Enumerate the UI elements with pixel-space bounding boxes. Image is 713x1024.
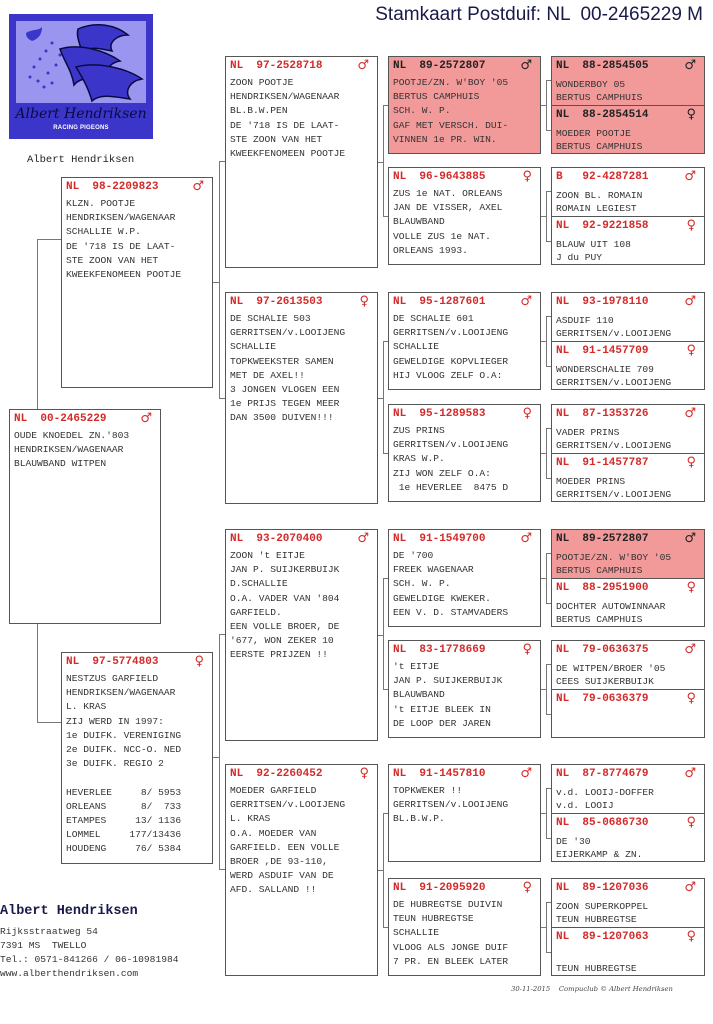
pigeon-notes: DE '700 FREEK WAGENAAR SCH. W. P. GEWELDIGE KWEKER. EEN V. D. STAMVADERS	[393, 550, 509, 618]
male-icon: ♂	[520, 58, 532, 73]
pigeon-notes: DE WITPEN/BROER '05 CEES SUIJKERBUIJK	[556, 663, 666, 687]
male-icon: ♂	[520, 531, 532, 546]
male-icon: ♂	[520, 294, 532, 309]
male-icon: ♂	[520, 766, 532, 781]
pigeon-card[interactable]	[551, 167, 705, 217]
ring-number: NL 98-2209823	[66, 181, 159, 193]
ring-number: NL 93-1978110	[556, 296, 649, 308]
pigeon-notes: MOEDER PRINS GERRITSEN/v.LOOIJENG	[556, 476, 672, 500]
pigeon-notes: TEUN HUBREGTSE	[556, 963, 637, 974]
ring-number: NL 91-1457787	[556, 457, 649, 469]
connector-line	[383, 813, 384, 927]
ring-number: NL 00-2465229	[14, 413, 107, 425]
logo-subtitle: RACING PIGEONS	[53, 125, 109, 131]
female-icon: ♀	[686, 580, 696, 595]
pigeon-card[interactable]	[388, 764, 541, 862]
breeder-caption: Albert Hendriksen	[27, 154, 135, 166]
connector-line	[546, 788, 547, 838]
pigeon-card[interactable]	[551, 578, 705, 627]
ring-number: NL 92-9221858	[556, 220, 649, 232]
print-date: 30-11-2015	[511, 985, 551, 993]
owner-phone: Tel.: 0571-841266 / 06-10981984	[0, 954, 179, 965]
ring-number: NL 97-5774803	[66, 656, 159, 668]
connector-line	[546, 664, 547, 714]
pigeon-notes: KLZN. POOTJE HENDRIKSEN/WAGENAAR SCHALLIE W.P. DE '718 IS DE LAAT- STE ZOON VAN HET KWEEKFENOMEEN POOTJE	[66, 198, 182, 281]
pigeon-notes: WONDERBOY 05 BERTUS CAMPHUIS	[556, 79, 643, 103]
ring-number: NL 91-2095920	[393, 882, 486, 894]
ring-number: NL 97-2613503	[230, 296, 323, 308]
logo-name: Albert Hendriksen	[15, 106, 147, 122]
pigeon-card[interactable]	[551, 764, 705, 814]
ring-number: NL 87-1353726	[556, 408, 649, 420]
pigeon-card[interactable]	[551, 529, 705, 579]
pigeon-notes: VADER PRINS GERRITSEN/v.LOOIJENG	[556, 427, 672, 451]
print-stamp	[511, 985, 673, 993]
pigeon-card[interactable]	[388, 292, 541, 390]
ring-number: NL 88-2951900	[556, 582, 649, 594]
pigeon-notes: POOTJE/ZN. W'BOY '05 BERTUS CAMPHUIS	[556, 552, 672, 576]
ring-number: NL 91-1457709	[556, 345, 649, 357]
ring-number: NL 87-8774679	[556, 768, 649, 780]
connector-line	[37, 623, 38, 723]
pigeon-notes: WONDERSCHALIE 709 GERRITSEN/v.LOOIJENG	[556, 364, 672, 388]
connector-line	[212, 757, 219, 758]
pigeon-card[interactable]	[551, 216, 705, 265]
male-icon: ♂	[684, 642, 696, 657]
female-icon: ♀	[686, 691, 696, 706]
ring-number: NL 85-0686730	[556, 817, 649, 829]
ring-number: NL 91-1549700	[393, 533, 486, 545]
pigeon-card[interactable]	[551, 404, 705, 454]
connector-line	[383, 341, 384, 453]
pigeon-notes: MOEDER GARFIELD GERRITSEN/v.LOOIJENG L. KRAS O.A. MOEDER VAN GARFIELD. EEN VOLLE BROER ,DE 93-110, WERD ASDUIF VAN DE AFD. SALLAND !!	[230, 785, 346, 896]
pigeon-notes: BLAUW UIT 108 J du PUY	[556, 239, 631, 263]
pigeon-card[interactable]	[551, 640, 705, 690]
pigeon-notes: ASDUIF 110 GERRITSEN/v.LOOIJENG	[556, 315, 672, 339]
male-icon: ♂	[684, 880, 696, 895]
ring-number: NL 89-1207036	[556, 882, 649, 894]
ring-number: B 92-4287281	[556, 171, 649, 183]
pigeon-card[interactable]	[551, 341, 705, 390]
pigeon-notes: OUDE KNOEDEL ZN.'803 HENDRIKSEN/WAGENAAR BLAUWBAND WITPEN	[14, 430, 130, 470]
female-icon: ♀	[686, 218, 696, 233]
male-icon: ♂	[357, 58, 369, 73]
ring-number: NL 97-2528718	[230, 60, 323, 72]
female-icon: ♀	[686, 343, 696, 358]
pigeon-notes: POOTJE/ZN. W'BOY '05 BERTUS CAMPHUIS SCH. W. P. GAF MET VERSCH. DUI- VINNEN 1e PR. WIN.	[393, 77, 509, 145]
pigeon-notes: ZOON 't EITJE JAN P. SUIJKERBUIJK D.SCHALLIE O.A. VADER VAN '804 GARFIELD. EEN VOLLE BROER, DE '677, WON ZEKER 10 EERSTE PRIJZEN !!	[230, 550, 340, 661]
connector-line	[546, 428, 547, 478]
pigeon-card[interactable]	[551, 292, 705, 342]
pigeon-card[interactable]	[551, 453, 705, 502]
connector-line	[546, 80, 547, 130]
ring-number: NL 88-2854514	[556, 109, 649, 121]
ring-number: NL 95-1289583	[393, 408, 486, 420]
pigeon-notes: DOCHTER AUTOWINNAAR BERTUS CAMPHUIS	[556, 601, 666, 625]
connector-line	[546, 902, 547, 952]
pigeon-notes: DE SCHALIE 503 GERRITSEN/v.LOOIJENG SCHALLIE TOPKWEEKSTER SAMEN MET DE AXEL!! 3 JONGEN VLOGEN EEN 1e PRIJS TEGEN MEER DAN 3500 DUIVEN!!!	[230, 313, 346, 424]
pigeon-card[interactable]	[551, 56, 705, 106]
pigeon-card[interactable]	[551, 689, 705, 738]
male-icon: ♂	[684, 58, 696, 73]
female-icon: ♀	[194, 654, 204, 669]
pigeon-card[interactable]	[551, 813, 705, 862]
male-icon: ♂	[140, 411, 152, 426]
page-title: Stamkaart Postduif: NL 00-2465229 M	[375, 4, 703, 25]
female-icon: ♀	[522, 642, 532, 657]
logo	[9, 14, 153, 139]
female-icon: ♀	[522, 169, 532, 184]
ring-number: NL 91-1457810	[393, 768, 486, 780]
pigeon-card-sire[interactable]	[61, 177, 213, 388]
pigeons-icon	[16, 21, 146, 103]
pigeon-notes: ZUS PRINS GERRITSEN/v.LOOIJENG KRAS W.P. ZIJ WON ZELF O.A: 1e HEVERLEE 8475 D	[393, 425, 509, 493]
pigeon-card[interactable]	[388, 878, 541, 976]
female-icon: ♀	[686, 107, 696, 122]
pigeon-notes	[552, 706, 704, 711]
ring-number: NL 83-1778669	[393, 644, 486, 656]
ring-number: NL 96-9643885	[393, 171, 486, 183]
female-icon: ♀	[522, 880, 532, 895]
pigeon-card[interactable]	[388, 56, 541, 154]
ring-number: NL 79-0636379	[556, 693, 649, 705]
pigeon-card[interactable]	[225, 56, 378, 268]
male-icon: ♂	[357, 531, 369, 546]
connector-line	[546, 316, 547, 366]
pigeon-card[interactable]	[551, 927, 705, 976]
pigeon-card[interactable]	[225, 292, 378, 504]
credit-text: Compuclub © Albert Hendriksen	[558, 985, 673, 993]
pigeon-notes: DE '30 EIJERKAMP & ZN.	[556, 836, 643, 860]
ring-number: NL 93-2070400	[230, 533, 323, 545]
connector-line	[37, 239, 38, 409]
female-icon: ♀	[359, 294, 369, 309]
pigeon-notes: TOPKWEKER !! GERRITSEN/v.LOOIJENG BL.B.W.P.	[393, 785, 509, 825]
connector-line	[219, 634, 220, 870]
connector-line	[546, 553, 547, 603]
pigeon-notes: DE HUBREGTSE DUIVIN TEUN HUBREGTSE SCHALLIE VLOOG ALS JONGE DUIF 7 PR. EN BLEEK LATER	[393, 899, 509, 967]
female-icon: ♀	[686, 929, 696, 944]
ring-number: NL 92-2260452	[230, 768, 323, 780]
owner-name: Albert Hendriksen	[0, 904, 138, 919]
pigeon-card[interactable]	[388, 167, 541, 265]
pigeon-card-dam[interactable]	[61, 652, 213, 864]
pigeon-card[interactable]	[388, 404, 541, 502]
connector-line	[37, 239, 61, 240]
pigeon-card[interactable]	[388, 529, 541, 627]
female-icon: ♀	[686, 455, 696, 470]
logo-artwork	[16, 21, 146, 103]
pigeon-notes: ZUS 1e NAT. ORLEANS JAN DE VISSER, AXEL BLAUWBAND VOLLE ZUS 1e NAT. ORLEANS 1993.	[393, 188, 503, 256]
pigeon-card[interactable]	[225, 764, 378, 976]
ring-number: NL 89-1207063	[556, 931, 649, 943]
pigeon-notes: ZOON POOTJE HENDRIKSEN/WAGENAAR BL.B.W.PEN DE '718 IS DE LAAT- STE ZOON VAN HET KWEEKFENOMEEN POOTJE	[230, 77, 346, 160]
male-icon: ♂	[684, 531, 696, 546]
pigeon-notes: DE SCHALIE 601 GERRITSEN/v.LOOIJENG SCHALLIE GEWELDIGE KOPVLIEGER HIJ VLOOG ZELF O.A:	[393, 313, 509, 381]
pigeon-notes: MOEDER POOTJE BERTUS CAMPHUIS	[556, 128, 643, 152]
owner-city: 7391 MS TWELLO	[0, 940, 87, 951]
pigeon-notes: ZOON SUPERKOPPEL TEUN HUBREGTSE	[556, 901, 649, 925]
pigeon-card[interactable]	[551, 105, 705, 154]
pigeon-notes: v.d. LOOIJ-DOFFER v.d. LOOIJ	[556, 787, 654, 811]
male-icon: ♂	[684, 406, 696, 421]
connector-line	[219, 161, 220, 398]
pigeon-card-subject[interactable]	[9, 409, 161, 624]
ring-number: NL 95-1287601	[393, 296, 486, 308]
connector-line	[546, 191, 547, 241]
ring-number: NL 89-2572807	[556, 533, 649, 545]
pigeon-notes: NESTZUS GARFIELD HENDRIKSEN/WAGENAAR L. KRAS ZIJ WERD IN 1997: 1e DUIFK. VERENIGING 2e DUIFK. NCC-O. NED 3e DUIFK. REGIO 2 HEVERLEE 8/ 5953 ORLEANS 8/ 733 ETAMPES 13/ 1136 LOMMEL 177/13436 HOUDENG 76/ 5384	[66, 673, 182, 855]
connector-line	[383, 578, 384, 689]
ring-number: NL 88-2854505	[556, 60, 649, 72]
pigeon-notes: 't EITJE JAN P. SUIJKERBUIJK BLAUWBAND 't EITJE BLEEK IN DE LOOP DER JAREN	[393, 661, 503, 729]
female-icon: ♀	[359, 766, 369, 781]
pigeon-notes: ZOON BL. ROMAIN ROMAIN LEGIEST	[556, 190, 643, 214]
male-icon: ♂	[684, 294, 696, 309]
pigeon-card[interactable]	[551, 878, 705, 928]
owner-website[interactable]: www.alberthendriksen.com	[0, 968, 139, 979]
female-icon: ♀	[522, 406, 532, 421]
male-icon: ♂	[192, 179, 204, 194]
connector-line	[37, 722, 61, 723]
pigeon-card[interactable]	[388, 640, 541, 738]
ring-number: NL 89-2572807	[393, 60, 486, 72]
male-icon: ♂	[684, 169, 696, 184]
connector-line	[212, 282, 219, 283]
pigeon-card[interactable]	[225, 529, 378, 741]
ring-number: NL 79-0636375	[556, 644, 649, 656]
male-icon: ♂	[684, 766, 696, 781]
connector-line	[383, 105, 384, 216]
female-icon: ♀	[686, 815, 696, 830]
owner-address: Rijksstraatweg 54	[0, 926, 98, 937]
